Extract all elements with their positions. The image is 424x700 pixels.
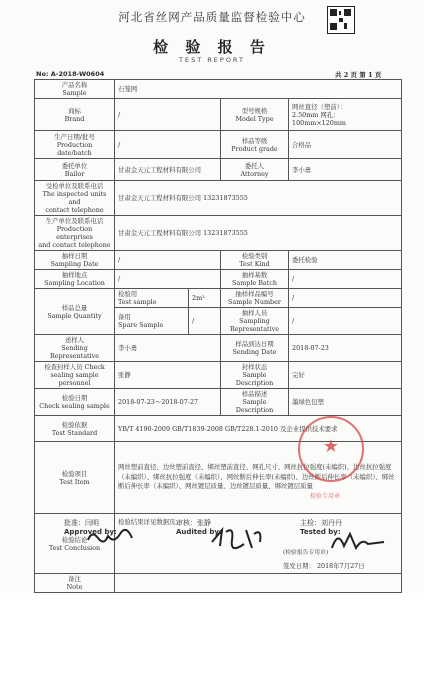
test-sample-label: 检验用 Test sample	[115, 289, 189, 308]
seal-status-label: 封样状态 Sample Description	[221, 362, 289, 389]
items-value: 网丝塑前直径、边丝塑前直径、绑丝塑前直径、网孔尺寸、网丝抗拉强度(未编织)、边丝抗拉强度（未编织）、绑丝抗拉强度（未编织）、网丝断后伸长率(未编织)、边丝断后伸长率（未编织）、绑丝断后伸长率（未编织）、网丝镀层质量、边丝镀层质量、绑丝镀层质量	[115, 442, 402, 514]
seal-status-value: 完好	[289, 362, 402, 389]
sample-batch-label: 抽样基数 Sample Batch	[221, 270, 289, 289]
row-brand	[35, 99, 402, 131]
grade-value: 合格品	[289, 131, 402, 159]
audited-printed-name: 张静	[197, 519, 211, 527]
issue-date: 签发日期： 2018年7月27日	[283, 562, 365, 570]
date-label: 生产日期/批号 Production date/batch	[35, 131, 115, 159]
audited-label-en: Audited by:	[176, 528, 222, 536]
test-kind-value: 委托检验	[289, 251, 402, 270]
report-number: No: A-2018-W0604	[36, 70, 105, 78]
note-label: 备注 Note	[35, 574, 115, 593]
bailor-label: 委托单位 Bailor	[35, 159, 115, 181]
sampling-rep-label: 抽样人员 Sampling Representative	[221, 308, 289, 335]
items-label: 检验项目 Test Item	[35, 442, 115, 514]
row-date	[35, 131, 402, 159]
approved-signature	[84, 526, 136, 548]
report-title: 检 验 报 告	[153, 38, 271, 56]
sealing-label: 检查封样人员 Check sealing sample personnel	[35, 362, 115, 389]
report-table	[34, 79, 402, 593]
attorney-value: 李小勇	[289, 159, 402, 181]
check-date-label: 检验日期 Check sealing sample	[35, 389, 115, 416]
inspected-label: 受检单位及联系电话 The inspected units and contact telephone	[35, 181, 115, 216]
org-name: 河北省丝网产品质量监督检验中心	[118, 10, 306, 24]
audited-label-cn: 审核：	[176, 519, 197, 527]
sampling-location-label: 抽样地点 Sampling Location	[35, 270, 115, 289]
model-label: 型号规格 Model Type	[221, 99, 289, 131]
description-value: 墨绿色包塑	[289, 389, 402, 416]
producer-value: 甘肃金天元工程材料有限公司 13231873555	[115, 216, 402, 251]
row-note	[35, 574, 402, 593]
brand-label: 商标 Brand	[35, 99, 115, 131]
row-bailor	[35, 159, 402, 181]
row-quantity-1	[35, 289, 402, 308]
attorney-label: 委托人 Attorney	[221, 159, 289, 181]
row-sampling-location	[35, 270, 402, 289]
sending-date-label: 样品到达日期 Sending Date	[221, 335, 289, 362]
conclusion-value: 检验结果详见数据页。	[118, 518, 182, 526]
sending-rep-value: 李小勇	[115, 335, 221, 362]
producer-label: 生产单位及联系电话 Production enterprises and contact telephone	[35, 216, 115, 251]
sending-rep-label: 送样人 Sending Representative	[35, 335, 115, 362]
model-value: 网丝直径（塑前）： 2.50mm 网孔： 100mm×120mm	[289, 99, 402, 131]
bailor-value: 甘肃金天元工程材料有限公司	[115, 159, 221, 181]
row-sending	[35, 335, 402, 362]
spare-sample-value: /	[189, 308, 221, 335]
sampling-date-value: /	[115, 251, 221, 270]
standard-value: YB/T 4190-2009 GB/T1839-2008 GB/T228.1-2010 及企业提供技术要求	[115, 416, 402, 442]
quantity-label: 样品总量 Sample Quantity	[35, 289, 115, 335]
conclusion-label: 检验结论 Test Conclusion	[35, 514, 115, 574]
qr-code-icon	[327, 6, 355, 34]
approved-label-cn: 批准：	[64, 519, 85, 527]
product-value: 石笼网	[115, 80, 402, 99]
row-producer	[35, 216, 402, 251]
row-check-date	[35, 389, 402, 416]
audited-signature	[208, 524, 268, 552]
approved-printed-name: 闫明	[85, 519, 99, 527]
spare-sample-label: 备用 Spare Sample	[115, 308, 189, 335]
grade-label: 样品等级 Product grade	[221, 131, 289, 159]
row-sampling-date	[35, 251, 402, 270]
seal-note: (检验报告专用章)	[283, 550, 329, 556]
inspection-stamp	[298, 416, 364, 482]
test-sample-value: 2m²	[189, 289, 221, 308]
sending-date-value: 2018-07-23	[289, 335, 402, 362]
row-inspected	[35, 181, 402, 216]
row-sealing	[35, 362, 402, 389]
stamp-label: 检验专用章	[310, 493, 341, 500]
tested-label-en: Tested by:	[300, 528, 341, 536]
sealing-value: 张静	[115, 362, 221, 389]
note-value	[115, 574, 402, 593]
standard-label: 检验依据 Test Standard	[35, 416, 115, 442]
inspected-value: 甘肃金天元工程材料有限公司 13231873555	[115, 181, 402, 216]
test-kind-label: 检验类别 Test Kind	[221, 251, 289, 270]
product-label: 产品名称 Sample	[35, 80, 115, 99]
description-label: 样品描述 Sample Description	[221, 389, 289, 416]
row-product	[35, 80, 402, 99]
report-subtitle: TEST REPORT	[179, 56, 245, 64]
sampling-date-label: 抽样日期 Sampling Date	[35, 251, 115, 270]
stamp-star-icon: ★	[322, 436, 340, 457]
sampling-rep-value: /	[289, 308, 402, 335]
sampling-location-value: /	[115, 270, 221, 289]
approved-label-en: Approved by:	[64, 528, 117, 536]
brand-value: /	[115, 99, 221, 131]
tested-printed-name: 刘丹丹	[321, 519, 342, 527]
tested-signature	[328, 528, 388, 554]
date-value: /	[115, 131, 221, 159]
page-number: 共 2 页 第 1 页	[335, 71, 382, 79]
tested-label-cn: 主检：	[300, 519, 321, 527]
sample-number-label: 抽样样品编号 Sample Number	[221, 289, 289, 308]
sample-batch-value: /	[289, 270, 402, 289]
check-date-value: 2018-07-23～2018-07-27	[115, 389, 221, 416]
sample-number-value: /	[289, 289, 402, 308]
